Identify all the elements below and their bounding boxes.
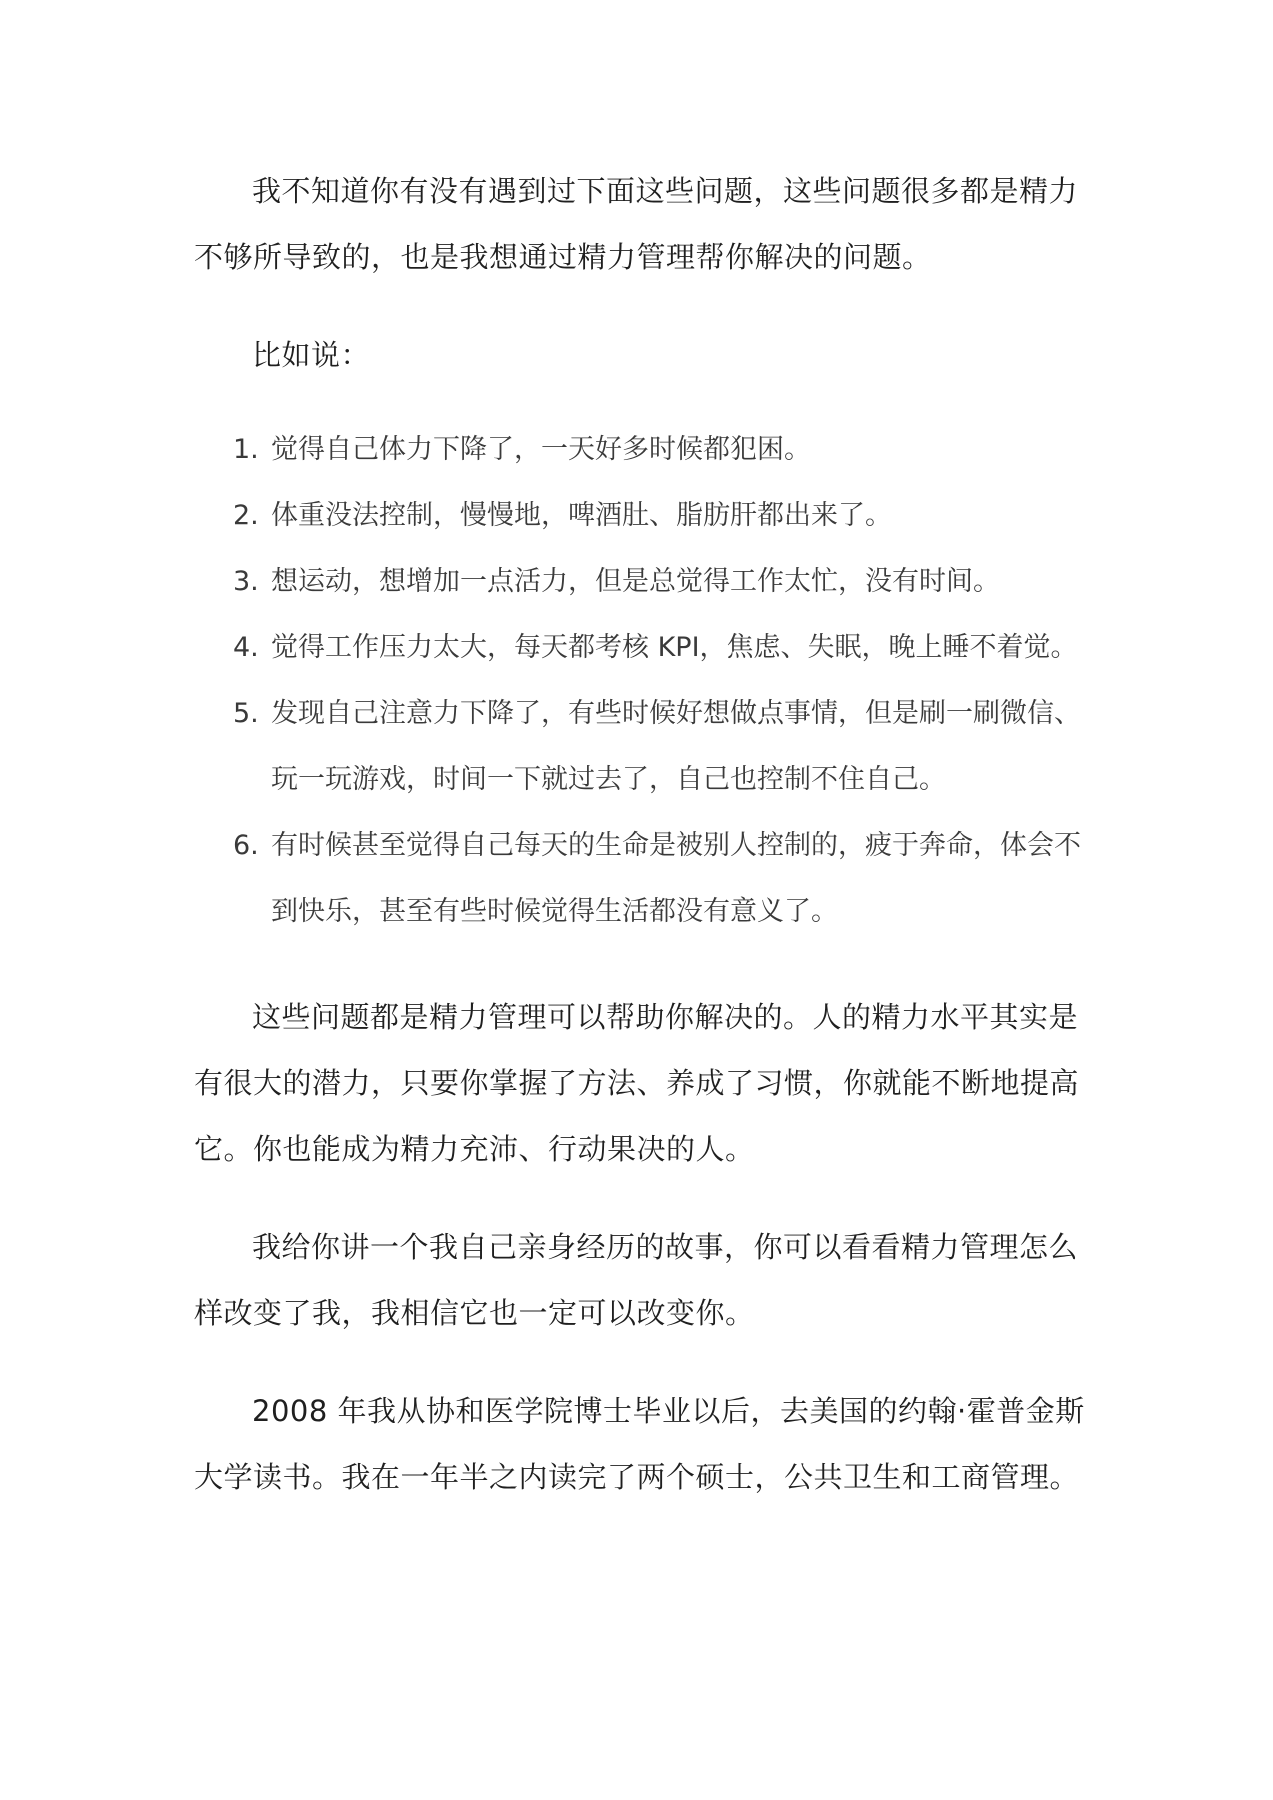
list-item-text: 有时候甚至觉得自己每天的生命是被别人控制的，疲于奔命，体会不到快乐，甚至有些时候觉得生活都没有意义了。 [271, 830, 1081, 927]
body-paragraph: 我给你讲一个我自己亲身经历的故事，你可以看看精力管理怎么样改变了我，我相信它也一定可以改变你。 [194, 1230, 1079, 1330]
list-item-text: 体重没法控制，慢慢地，啤酒肚、脂肪肝都出来了。 [271, 500, 892, 531]
list-item-number: 3. [233, 566, 259, 597]
list-item-text: 觉得自己体力下降了，一天好多时候都犯困。 [271, 434, 811, 465]
list-item-text: 觉得工作压力太大，每天都考核 KPI，焦虑、失眠，晚上睡不着觉。 [271, 632, 1078, 663]
list-item-number: 1. [233, 434, 259, 465]
list-item [233, 417, 1093, 483]
list-item [233, 483, 1093, 549]
lead-paragraph: 比如说： [252, 338, 371, 372]
list-item-text: 想运动，想增加一点活力，但是总觉得工作太忙，没有时间。 [271, 566, 1000, 597]
problem-list [233, 417, 1093, 945]
intro-paragraph: 我不知道你有没有遇到过下面这些问题，这些问题很多都是精力不够所导致的，也是我想通过精力管理帮你解决的问题。 [194, 174, 1079, 274]
list-item [233, 549, 1093, 615]
body-paragraph: 这些问题都是精力管理可以帮助你解决的。人的精力水平其实是有很大的潜力，只要你掌握了方法、养成了习惯，你就能不断地提高它。你也能成为精力充沛、行动果决的人。 [194, 1000, 1080, 1166]
list-item-number: 5. [233, 698, 259, 729]
list-item-text: 发现自己注意力下降了，有些时候好想做点事情，但是刷一刷微信、玩一玩游戏，时间一下就过去了，自己也控制不住自己。 [271, 698, 1081, 795]
list-item [233, 681, 1093, 813]
list-item-number: 6. [233, 830, 259, 861]
list-item [233, 615, 1093, 681]
list-item [233, 813, 1093, 945]
body-paragraph: 2008 年我从协和医学院博士毕业以后，去美国的约翰·霍普金斯大学读书。我在一年半之内读完了两个硕士，公共卫生和工商管理。 [194, 1394, 1085, 1494]
list-item-number: 4. [233, 632, 259, 663]
list-item-number: 2. [233, 500, 259, 531]
